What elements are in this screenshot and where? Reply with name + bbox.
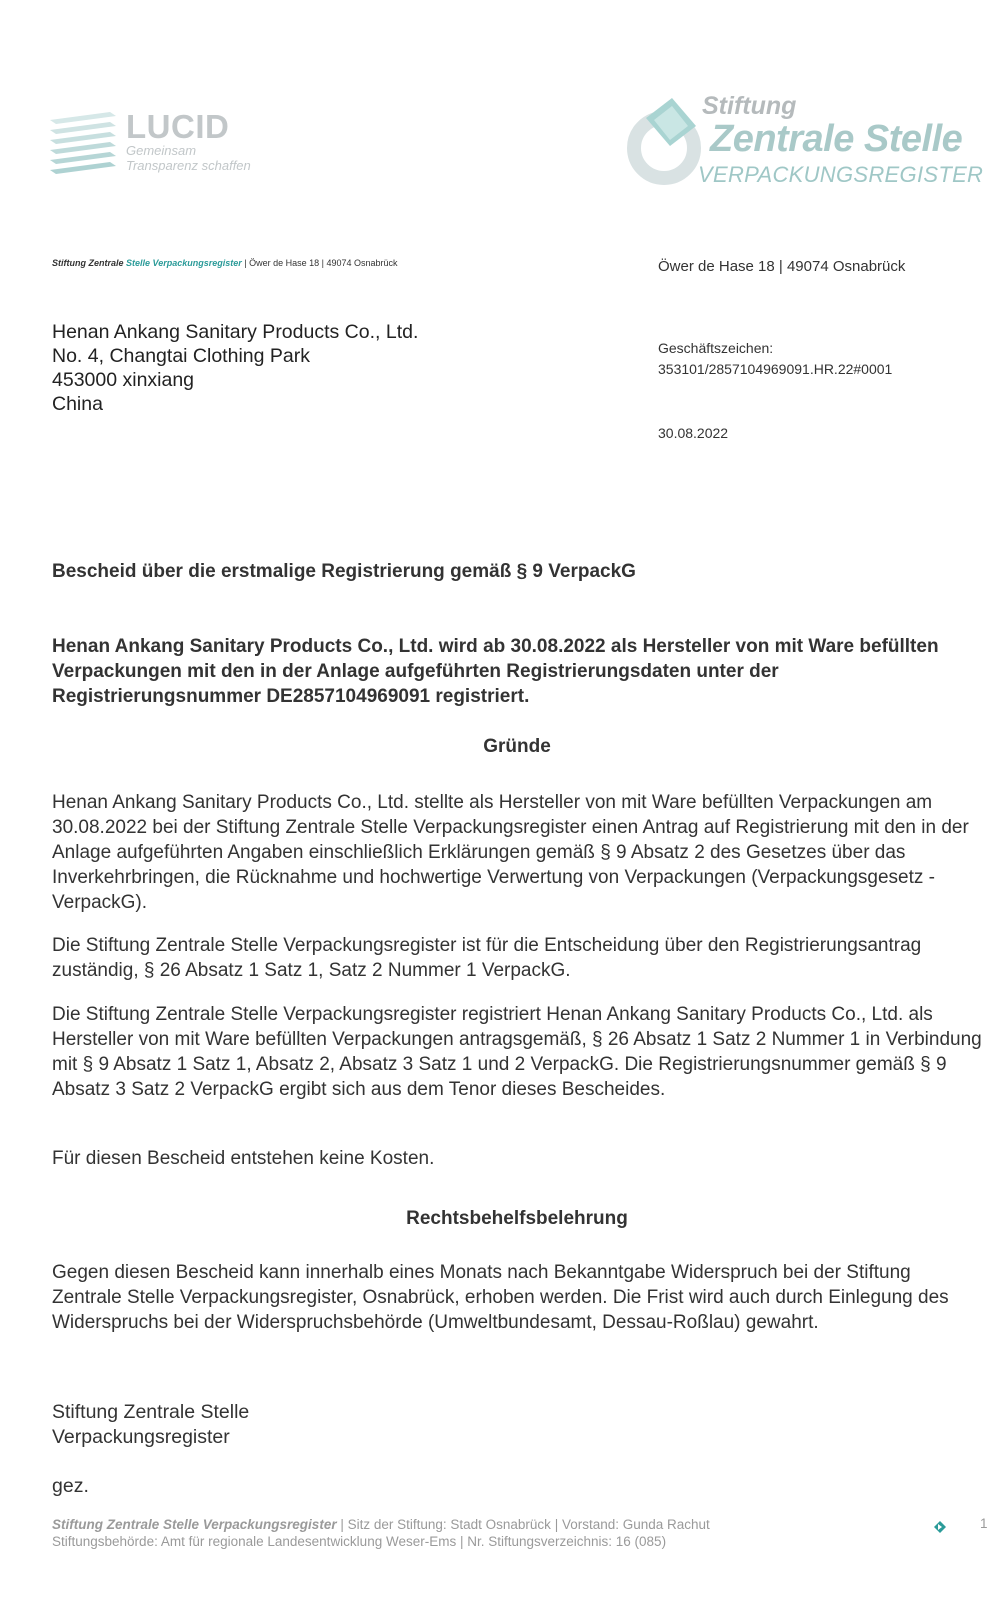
recipient-line-2: No. 4, Changtai Clothing Park [52,345,310,367]
footer-line-1-rest: | Sitz der Stiftung: Stadt Osnabrück | Vorstand: Gunda Rachut [336,1517,710,1532]
sender-address: | Öwer de Hase 18 | 49074 Osnabrück [241,258,398,268]
zsvr-logo-line2: Zentrale Stelle [710,118,963,160]
reasons-paragraph-3: Die Stiftung Zentrale Stelle Verpackungsregister registriert Henan Ankang Sanitary Products Co., Ltd. als Hersteller von mit Ware befüllten Verpackungen antragsgemäß, § 26 Absatz 1 Satz 2 Nummer 1 in Verbindung mit § 9 Absatz 1 Satz 1, Absatz 2, Absatz 3 Satz 1 und 2 VerpackG. Die Registrierungsnummer gemäß § 9 Absatz 3 Satz 2 VerpackG ergibt sich aus dem Tenor dieses Bescheides. [52,1004,982,1100]
remedy-text: Gegen diesen Bescheid kann innerhalb eines Monats nach Bekanntgabe Widerspruch bei der Stiftung Zentrale Stelle Verpackungsregister, Osnabrück, erhoben werden. Die Frist wird auch durch Einlegung des Widerspruchs bei der Widerspruchsbehörde (Umweltbundesamt, Dessau-Roßlau) gewahrt. [52,1262,949,1333]
recipient-address [52,320,418,416]
reference-label: Geschäftszeichen: [658,340,774,356]
reasons-paragraph-2: Die Stiftung Zentrale Stelle Verpackungsregister ist für die Entscheidung über den Registrierungsantrag zuständig, § 26 Absatz 1 Satz 1, Satz 2 Nummer 1 VerpackG. [52,935,922,981]
reasons-paragraph-1: Henan Ankang Sanitary Products Co., Ltd. stellte als Hersteller von mit Ware befüllten Verpackungen am 30.08.2022 bei der Stiftung Zentrale Stelle Verpackungsregister einen Antrag auf Registrierung mit den in der Anlage aufgeführten Angaben einschließlich Erklärungen gemäß § 9 Absatz 2 des Gesetzes über das Inverkehrbringen, die Rücknahme und hochwertige Verwertung von Verpackungen (Verpackungsgesetz - VerpackG). [52,792,969,913]
recipient-line-1: Henan Ankang Sanitary Products Co., Ltd. [52,321,419,343]
remedy-heading: Rechtsbehelfsbelehrung [406,1208,628,1229]
letterhead-address: Öwer de Hase 18 | 49074 Osnabrück [658,258,906,275]
diamond-arrow-icon [934,1520,946,1532]
zsvr-logo-line3: VERPACKUNGSREGISTER [698,162,984,187]
letter-date: 30.08.2022 [658,425,729,441]
page-number: 1 [980,1516,988,1531]
reasons-paragraph-4: Für diesen Bescheid entstehen keine Kosten. [52,1148,435,1169]
sender-org-part2: Stelle Verpackungsregister [126,258,242,268]
sender-line [52,258,398,268]
reference-number: 353101/2857104969091.HR.22#0001 [658,361,893,377]
signature-line-1: Stiftung Zentrale Stelle [52,1401,250,1423]
page-footer [52,1516,710,1550]
lucid-tagline-line2: Transparenz schaffen [126,158,251,173]
recipient-line-3: 453000 xinxiang [52,369,195,391]
letter-subject: Bescheid über die erstmalige Registrierung gemäß § 9 VerpackG [52,561,636,582]
lucid-tagline [126,143,251,173]
lucid-tagline-line1: Gemeinsam [126,143,197,158]
footer-line-1 [52,1516,710,1533]
decision-tenor: Henan Ankang Sanitary Products Co., Ltd. wird ab 30.08.2022 als Hersteller von mit Ware befüllten Verpackungen mit den in der Anlage aufgeführten Registrierungsdaten unter der Registrierungsnummer DE2857104969091 registriert. [52,636,939,707]
lucid-wordmark: LUCID [126,108,230,145]
footer-line-2: Stiftungsbehörde: Amt für regionale Landesentwicklung Weser-Ems | Nr. Stiftungsverzeichnis: 16 (085) [52,1534,667,1549]
recipient-line-4: China [52,393,103,415]
signature-gez: gez. [52,1475,89,1497]
sender-org-part1: Stiftung Zentrale [52,258,124,268]
lucid-stack-icon [50,112,130,184]
signature-line-2: Verpackungsregister [52,1426,230,1448]
reasons-heading: Gründe [483,736,551,757]
footer-org: Stiftung Zentrale Stelle Verpackungsregister [52,1517,337,1532]
zsvr-logo-line1: Stiftung [702,92,797,120]
signature-block [52,1400,249,1450]
